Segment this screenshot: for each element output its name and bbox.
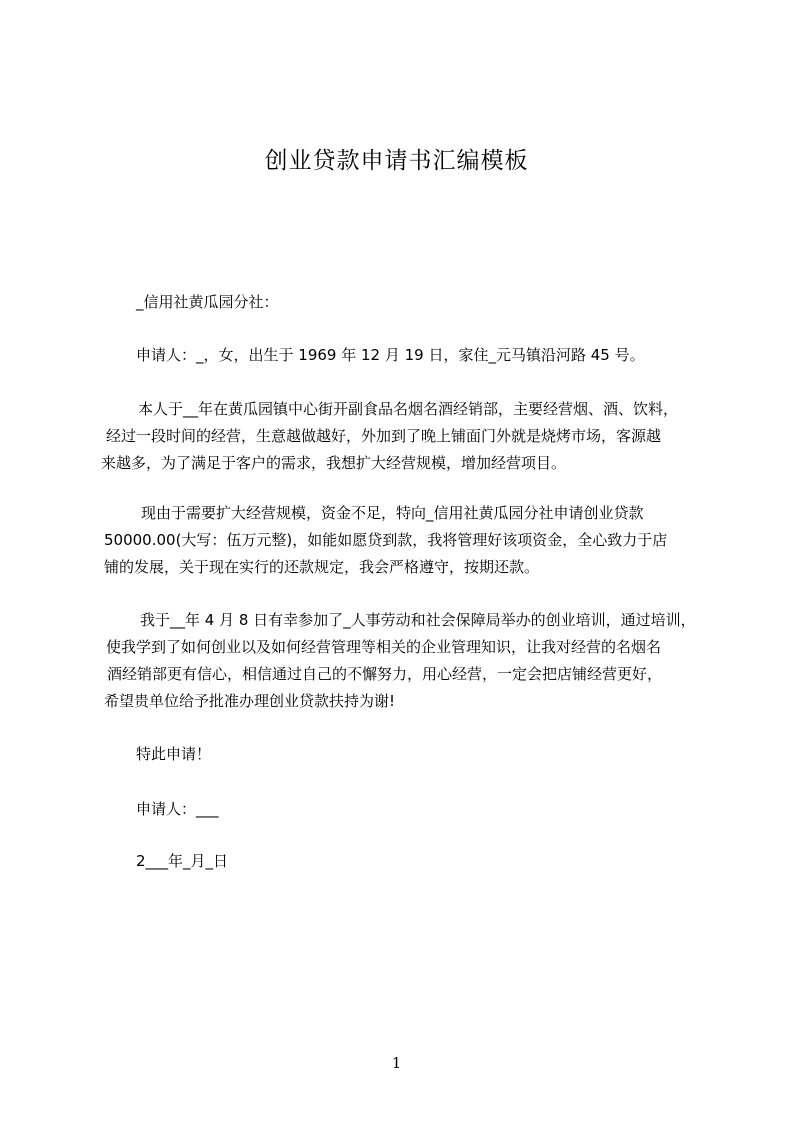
paragraph-line: 铺的发展，关于现在实行的还款规定，我会严格遵守，按期还款。	[104, 558, 540, 576]
paragraph-line: 经过一段时间的经营，生意越做越好，外加到了晚上铺面门外就是烧烤市场，客源越	[106, 427, 662, 445]
closing-text: 特此申请！	[136, 745, 212, 763]
paragraph-line: 我于__年 4 月 8 日有幸参加了_人事劳动和社会保障局举办的创业培训，通过培训，	[140, 611, 696, 629]
paragraph-line: 希望贵单位给予批准办理创业贷款扶持为谢!	[104, 692, 396, 710]
signature-line: 申请人：___	[136, 800, 219, 818]
paragraph-line: 来越多，为了满足于客户的需求，我想扩大经营规模，增加经营项目。	[101, 454, 567, 472]
paragraph-line: 现由于需要扩大经营规模，资金不足，特向_信用社黄瓜园分社申请创业贷款	[141, 504, 644, 522]
applicant-intro: 申请人：_，女，出生于 1969 年 12 月 19 日，家住_元马镇沿河路 45 号。	[136, 346, 645, 364]
paragraph-line: 50000.00(大写：伍万元整)，如能如愿贷到款，我将管理好该项资金，全心致力于店	[104, 531, 668, 549]
paragraph-line: 酒经销部更有信心，相信通过自己的不懈努力，用心经营，一定会把店铺经营更好，	[107, 665, 663, 683]
date-line: 2___年_月_日	[136, 852, 229, 870]
paragraph-line: 本人于__年在黄瓜园镇中心街开副食品名烟名酒经销部，主要经营烟、酒、饮料，	[138, 400, 679, 418]
paragraph-line: 使我学到了如何创业以及如何经营管理等相关的企业管理知识，让我对经营的名烟名	[106, 638, 662, 656]
salutation: _信用社黄瓜园分社：	[136, 293, 279, 311]
page-number: 1	[391, 1054, 402, 1072]
document-title: 创业贷款申请书汇编模板	[264, 148, 529, 174]
